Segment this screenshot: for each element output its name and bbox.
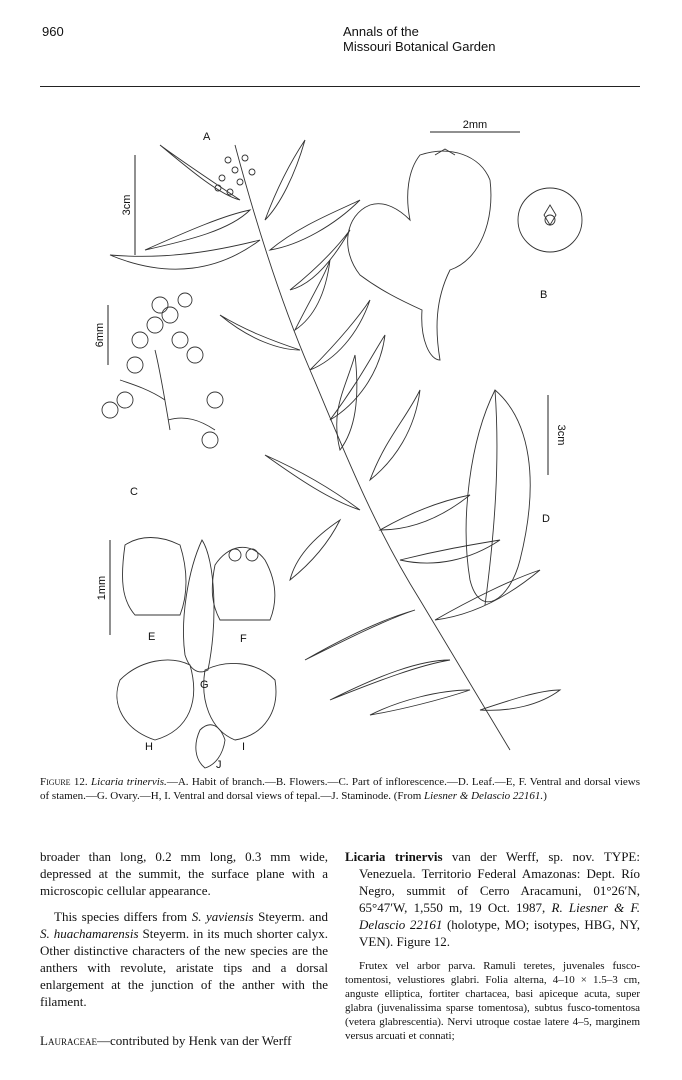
journal-title-line1: Annals of the: [343, 24, 419, 39]
leaf: [310, 300, 370, 370]
figure-label-d: D: [542, 513, 550, 525]
figure-label-j: J: [216, 759, 222, 770]
page-number: 960: [42, 24, 64, 39]
figure-label-i: I: [242, 741, 246, 753]
caption-end: ): [543, 790, 547, 802]
leaf: [305, 610, 415, 660]
caption-text: —A. Habit of branch.—B. Flowers.—C. Part of inflorescence.—D. Leaf.—E, F. Ventral and dorsal views of stamen.—G. Ovary.—H, I. Ventral and dorsal views of tepal.—J. Staminode. (From: [40, 776, 641, 802]
right-column: [345, 848, 640, 1043]
caption-species: Licaria trinervis.: [91, 776, 167, 788]
family-heading: Lauraceae—contributed by Henk van der Werff: [40, 1033, 292, 1048]
scale-label-d: 3cm: [555, 424, 567, 446]
figure-label-b: B: [540, 289, 548, 301]
caption-citation: Liesner & Delascio 22161.: [424, 790, 544, 802]
scale-label-a: 3cm: [121, 194, 133, 216]
figure-label-a: A: [203, 131, 211, 143]
figure-label-e: E: [148, 631, 156, 643]
scale-label-c: 6mm: [94, 322, 106, 348]
branch-stem: [235, 145, 510, 750]
leaf: [145, 210, 250, 250]
leaf: [160, 145, 240, 200]
left-column: [40, 848, 328, 1049]
figure-label-c: C: [130, 486, 138, 498]
leaf: [337, 355, 357, 450]
leaf: [220, 315, 300, 350]
botanical-illustration: [40, 100, 640, 770]
species-name: Licaria trinervis: [345, 849, 443, 864]
figure-label-g: G: [200, 679, 209, 691]
flower-cluster: [215, 155, 255, 195]
leaf: [480, 690, 560, 710]
leaf: [265, 140, 305, 220]
inflorescence-c: [102, 293, 223, 448]
figure-label-h: H: [145, 741, 153, 753]
leaf: [435, 570, 540, 620]
figure-label-f: F: [240, 633, 247, 645]
flower-b: [348, 149, 582, 360]
caption-figure-label: Figure 12.: [40, 776, 88, 788]
journal-title: [343, 24, 495, 54]
left-paragraph-2: This species differs from S. yaviensis Steyerm. and S. huachamarensis Steyerm. in its much shorter calyx. Other distinctive characters of the new species are the anthers with revolute, aristate tips and a dorsal enlargement at the junction of the anther with the filament.: [40, 909, 328, 1009]
leaf: [380, 495, 470, 530]
leaf: [370, 390, 420, 480]
leaf: [265, 455, 360, 510]
tepal-i: [204, 663, 276, 740]
leaf: [370, 690, 470, 715]
leaf: [110, 240, 260, 269]
leaf: [290, 520, 340, 580]
figure-caption: [40, 775, 640, 803]
leaf: [270, 200, 360, 250]
scale-label-e: 1mm: [96, 575, 108, 601]
tepal-h: [117, 660, 194, 740]
header-rule: [40, 86, 640, 87]
stamen-f: [212, 547, 275, 620]
stamen-e: [122, 538, 186, 616]
leaf: [400, 540, 500, 563]
species-protologue: Licaria trinervis van der Werff, sp. nov. TYPE: Venezuela. Territorio Federal Amazonas: Dept. Río Negro, summit of Cerro Aracamuni, 01°26′N, 65°47′W, 1,550 m, 19 Oct. 1987, R. Liesner & F. Delascio 22161 (holotype, MO; isotypes, HBG, NY, VEN). Figure 12.: [345, 849, 640, 949]
latin-description: Frutex vel arbor parva. Ramuli teretes, juvenales fusco-tomentosi, velustiores glabri. Folia alterna, 4–10 × 1.5–3 cm, anguste elliptica, fortiter chartacea, basi apiceque acuta, super glabra (juvenalissima sparse tomentosa), subtus fusco-tomentosa (vetera glabrescentia). Nervi utroque costae latere 4–5, marginem versus arcuati et connati;: [345, 960, 640, 1042]
journal-title-line2: Missouri Botanical Garden: [343, 39, 496, 54]
ovary-g: [184, 540, 214, 672]
leaf-d: [466, 390, 530, 602]
scale-label-b: 2mm: [462, 119, 488, 131]
left-paragraph-1: broader than long, 0.2 mm long, 0.3 mm wide, depressed at the summit, the surface plane with a microscopic cellular appearance.: [40, 849, 328, 898]
